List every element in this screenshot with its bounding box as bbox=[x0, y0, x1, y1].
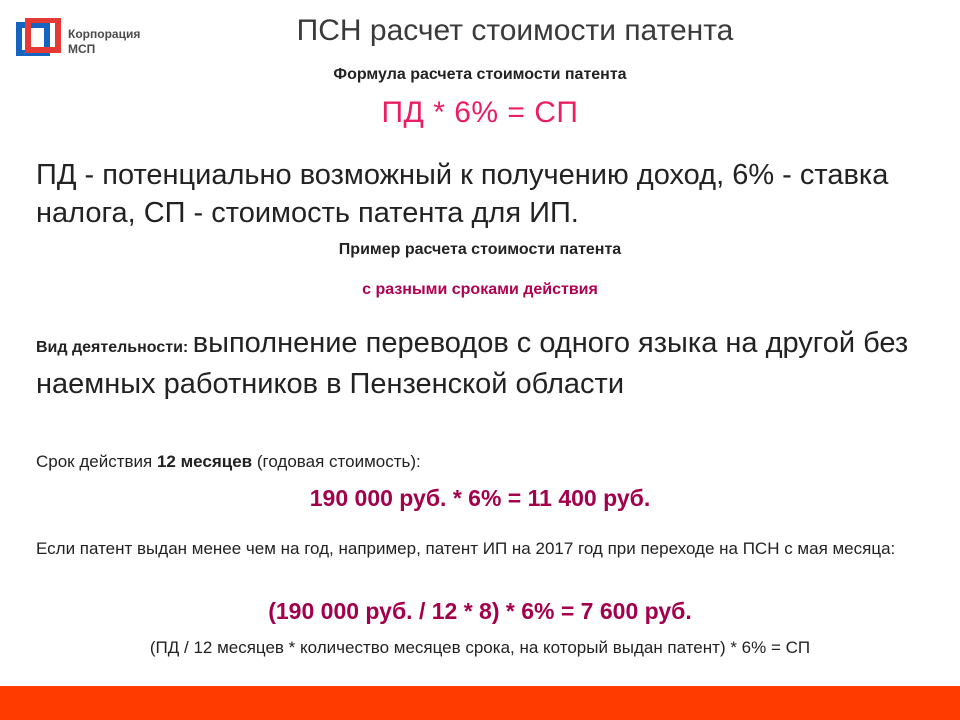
formula: ПД * 6% = СП bbox=[381, 96, 579, 129]
period-prefix: Срок действия bbox=[36, 452, 157, 471]
logo-text bbox=[68, 27, 140, 57]
period-line bbox=[36, 452, 421, 472]
annual-calculation: 190 000 руб. * 6% = 11 400 руб. bbox=[309, 485, 651, 511]
formula-explanation: ПД - потенциально возможный к получению доход, 6% - ставка налога, СП - стоимость патента для ИП. bbox=[36, 159, 889, 229]
example-subheading: с разными сроками действия bbox=[362, 281, 598, 298]
activity-colon: : bbox=[182, 339, 193, 356]
example-heading: Пример расчета стоимости патента bbox=[338, 241, 622, 258]
activity-label: Вид деятельности bbox=[36, 339, 183, 356]
logo-mark-icon bbox=[14, 18, 62, 60]
formula-heading: Формула расчета стоимости патента bbox=[333, 66, 627, 83]
footer-bar bbox=[0, 686, 960, 720]
activity-block bbox=[36, 325, 936, 402]
slide-title: ПСН расчет стоимости патента bbox=[296, 14, 734, 47]
period-value: 12 месяцев bbox=[156, 452, 253, 471]
logo-line-1: Корпорация bbox=[68, 27, 141, 41]
corporation-msp-logo bbox=[14, 18, 154, 60]
partial-year-note: Если патент выдан менее чем на год, например, патент ИП на 2017 год при переходе на ПСН с мая месяца: bbox=[36, 539, 896, 558]
partial-calculation: (190 000 руб. / 12 * 8) * 6% = 7 600 руб. bbox=[268, 598, 692, 624]
period-suffix: (годовая стоимость): bbox=[252, 452, 421, 471]
logo-line-2: МСП bbox=[68, 42, 96, 56]
general-formula: (ПД / 12 месяцев * количество месяцев срока, на который выдан патент) * 6% = СП bbox=[149, 638, 811, 657]
activity-text: выполнение переводов с одного языка на другой без наемных работников в Пензенской области bbox=[36, 327, 909, 400]
